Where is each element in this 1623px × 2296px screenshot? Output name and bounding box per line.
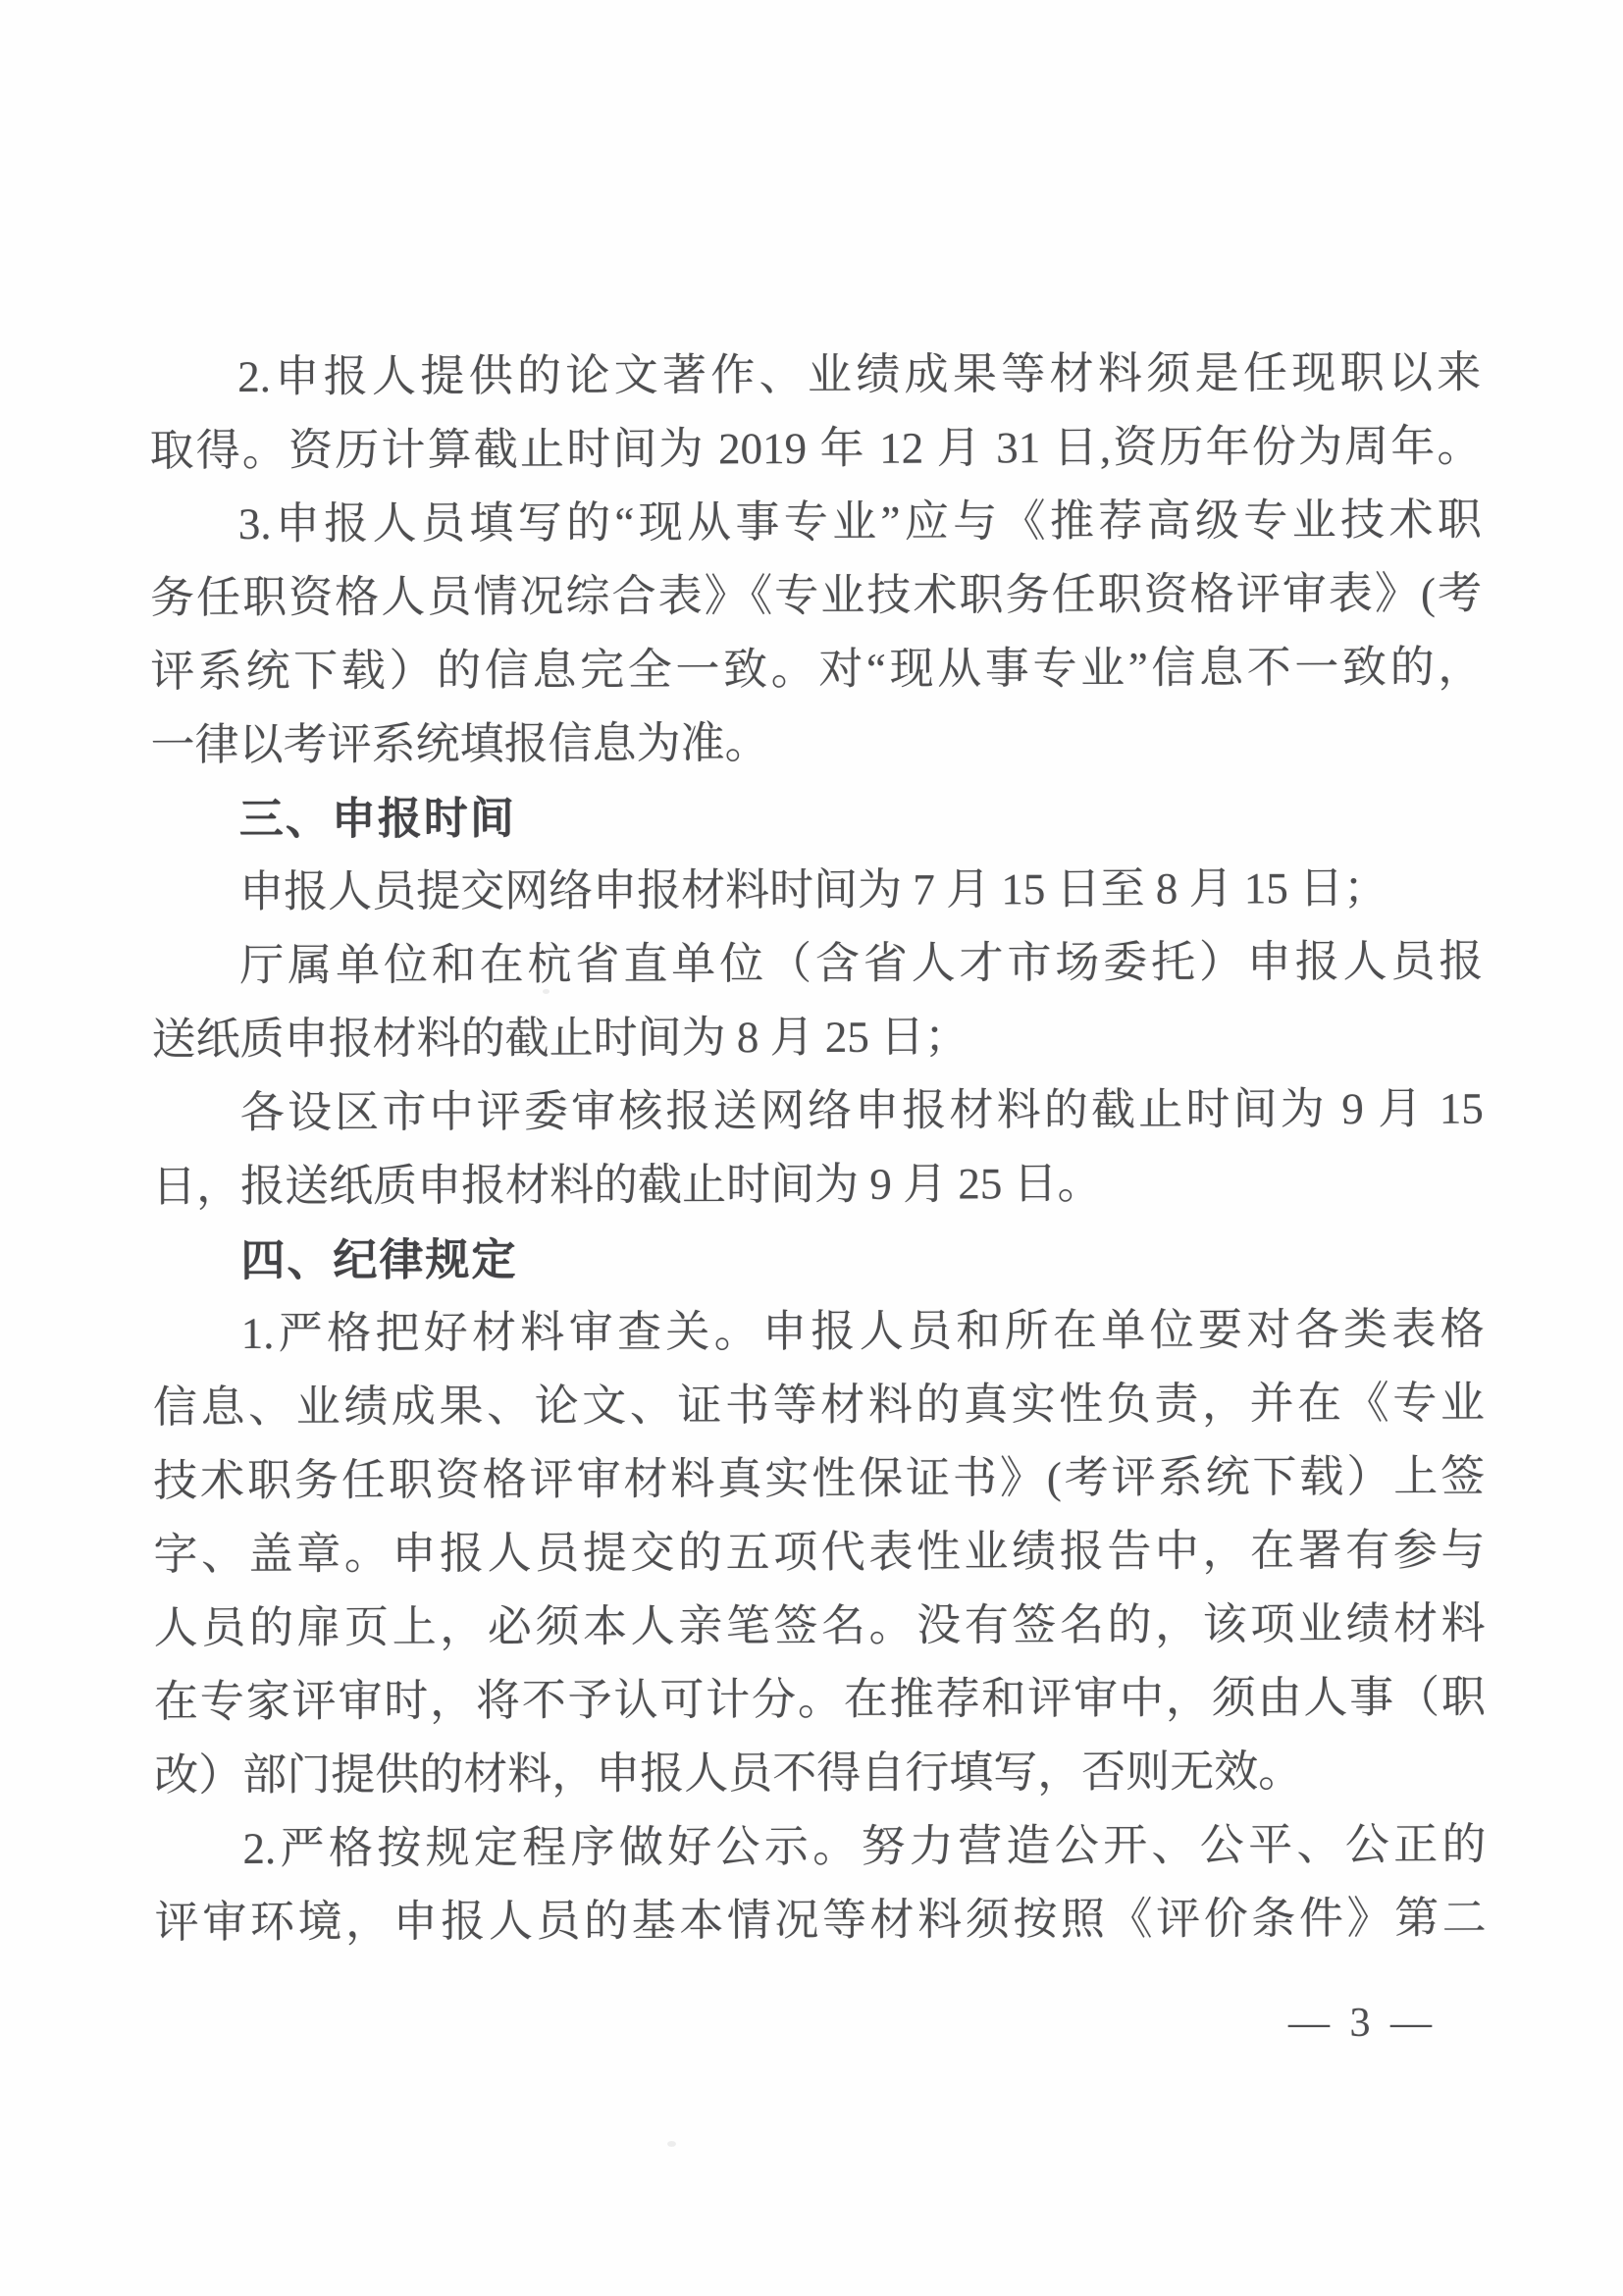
text-line: 改）部门提供的材料，申报人员不得自行填写，否则无效。 <box>154 1747 1303 1800</box>
text-line: 日，报送纸质申报材料的截止时间为 9 月 25 日。 <box>152 1158 1102 1212</box>
text-line: 厅属单位和在杭省直单位（含省人才市场委托）申报人员报 <box>239 936 1484 991</box>
text-line: 2.申报人提供的论文著作、业绩成果等材料须是任现职以来 <box>237 347 1482 402</box>
text-line: 3.申报人员填写的“现从事专业”应与《推荐高级专业技术职 <box>237 495 1482 549</box>
page-number: — 3 — <box>1288 2001 1437 2046</box>
document-text-block <box>149 337 1487 1960</box>
text-line: 评系统下载）的信息完全一致。对“现从事专业”信息不一致的， <box>150 642 1483 697</box>
scan-speck <box>543 989 550 994</box>
text-line: 取得。资历计算截止时间为 2019 年 12 月 31 日,资历年份为周年。 <box>149 421 1482 476</box>
section-heading-discipline-rules: 四、纪律规定 <box>240 1234 518 1286</box>
text-line: 字、盖章。申报人员提交的五项代表性业绩报告中，在署有参与 <box>153 1525 1486 1580</box>
text-line: 送纸质申报材料的截止时间为 8 月 25 日； <box>151 1012 969 1065</box>
section-heading-application-time: 三、申报时间 <box>238 793 516 845</box>
text-line: 人员的扉页上，必须本人亲笔签名。没有签名的，该项业绩材料 <box>153 1598 1486 1653</box>
text-line: 务任职资格人员情况综合表》《专业技术职务任职资格评审表》(考 <box>149 568 1483 623</box>
text-line: 在专家评审时，将不予认可计分。在推荐和评审中，须由人事（职 <box>153 1672 1487 1727</box>
text-line: 2.严格按规定程序做好公示。努力营造公开、公平、公正的 <box>242 1819 1487 1874</box>
text-line: 申报人员提交网络申报材料时间为 7 月 15 日至 8 月 15 日； <box>238 862 1388 917</box>
text-line: 1.严格把好材料审查关。申报人员和所在单位要对各类表格 <box>240 1304 1485 1359</box>
text-line: 信息、业绩成果、论文、证书等材料的真实性负责，并在《专业 <box>152 1378 1485 1433</box>
text-line: 评审环境，申报人员的基本情况等材料须按照《评价条件》第二 <box>154 1893 1487 1948</box>
scan-speck <box>667 2141 676 2147</box>
text-line: 技术职务任职资格评审材料真实性保证书》(考评系统下载）上签 <box>153 1451 1486 1506</box>
text-line: 一律以考评系统填报信息为准。 <box>150 718 769 770</box>
text-line: 各设区市中评委审核报送网络申报材料的截止时间为 9 月 15 <box>239 1083 1484 1138</box>
